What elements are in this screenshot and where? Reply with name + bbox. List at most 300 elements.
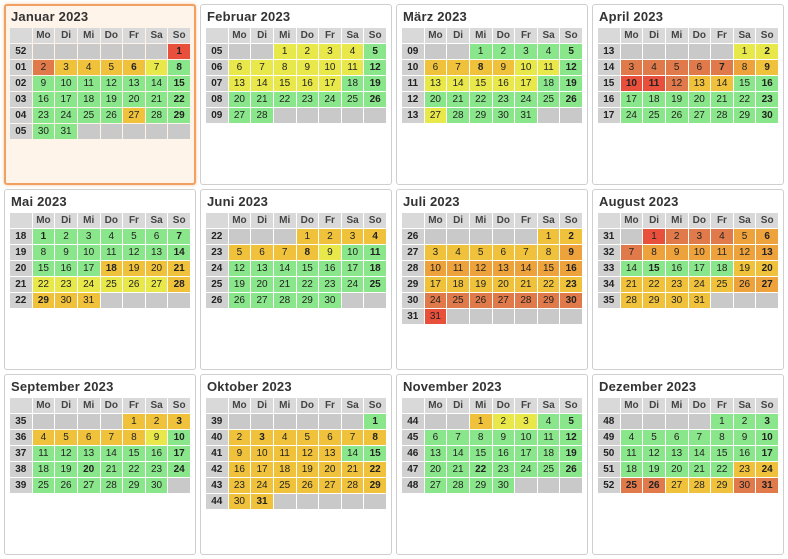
day-cell[interactable]: 17 — [78, 261, 100, 276]
day-cell[interactable]: 31 — [251, 494, 273, 509]
day-cell[interactable]: 19 — [55, 462, 77, 477]
day-cell[interactable]: 13 — [319, 446, 341, 461]
day-cell[interactable]: 11 — [538, 430, 560, 445]
day-cell[interactable]: 22 — [364, 462, 386, 477]
day-cell[interactable]: 16 — [560, 261, 582, 276]
day-cell[interactable]: 19 — [229, 277, 251, 292]
day-cell[interactable]: 14 — [447, 446, 469, 461]
day-cell[interactable]: 24 — [515, 462, 537, 477]
day-cell[interactable]: 16 — [493, 76, 515, 91]
day-cell[interactable]: 4 — [33, 430, 55, 445]
day-cell[interactable]: 18 — [101, 261, 123, 276]
day-cell[interactable]: 6 — [666, 430, 688, 445]
day-cell[interactable]: 8 — [643, 245, 665, 260]
day-cell[interactable]: 23 — [560, 277, 582, 292]
month-card[interactable] — [4, 374, 196, 555]
day-cell[interactable]: 20 — [146, 261, 168, 276]
day-cell[interactable]: 6 — [123, 60, 145, 75]
day-cell[interactable]: 17 — [342, 261, 364, 276]
day-cell[interactable]: 20 — [689, 92, 711, 107]
day-cell[interactable]: 20 — [493, 277, 515, 292]
day-cell[interactable]: 2 — [666, 229, 688, 244]
day-cell[interactable]: 2 — [55, 229, 77, 244]
day-cell[interactable]: 25 — [33, 478, 55, 493]
day-cell[interactable]: 24 — [621, 108, 643, 123]
day-cell[interactable]: 9 — [734, 430, 756, 445]
day-cell[interactable]: 15 — [297, 261, 319, 276]
day-cell[interactable]: 12 — [643, 446, 665, 461]
day-cell[interactable]: 10 — [425, 261, 447, 276]
day-cell[interactable]: 2 — [33, 60, 55, 75]
day-cell[interactable]: 15 — [538, 261, 560, 276]
day-cell[interactable]: 13 — [666, 446, 688, 461]
month-card[interactable] — [396, 189, 588, 370]
day-cell[interactable]: 2 — [560, 229, 582, 244]
day-cell[interactable]: 15 — [643, 261, 665, 276]
day-cell[interactable]: 20 — [251, 277, 273, 292]
day-cell[interactable]: 27 — [229, 108, 251, 123]
day-cell[interactable]: 6 — [689, 60, 711, 75]
day-cell[interactable]: 3 — [319, 44, 341, 59]
day-cell[interactable]: 3 — [168, 414, 190, 429]
day-cell[interactable]: 20 — [425, 92, 447, 107]
day-cell[interactable]: 15 — [274, 76, 296, 91]
day-cell[interactable]: 9 — [560, 245, 582, 260]
month-card[interactable] — [200, 189, 392, 370]
day-cell[interactable]: 12 — [55, 446, 77, 461]
day-cell[interactable]: 11 — [274, 446, 296, 461]
day-cell[interactable]: 8 — [711, 430, 733, 445]
day-cell[interactable]: 24 — [425, 293, 447, 308]
day-cell[interactable]: 4 — [342, 44, 364, 59]
day-cell[interactable]: 22 — [734, 92, 756, 107]
day-cell[interactable]: 14 — [447, 76, 469, 91]
day-cell[interactable]: 31 — [689, 293, 711, 308]
day-cell[interactable]: 27 — [319, 478, 341, 493]
month-card[interactable] — [200, 374, 392, 555]
day-cell[interactable]: 17 — [621, 92, 643, 107]
day-cell[interactable]: 3 — [251, 430, 273, 445]
day-cell[interactable]: 28 — [711, 108, 733, 123]
month-card[interactable] — [4, 189, 196, 370]
day-cell[interactable]: 14 — [101, 446, 123, 461]
day-cell[interactable]: 23 — [734, 462, 756, 477]
day-cell[interactable]: 10 — [689, 245, 711, 260]
day-cell[interactable]: 7 — [711, 60, 733, 75]
day-cell[interactable]: 10 — [78, 245, 100, 260]
day-cell[interactable]: 29 — [297, 293, 319, 308]
day-cell[interactable]: 2 — [756, 44, 778, 59]
day-cell[interactable]: 20 — [666, 462, 688, 477]
day-cell[interactable]: 13 — [229, 76, 251, 91]
day-cell[interactable]: 11 — [78, 76, 100, 91]
day-cell[interactable]: 30 — [319, 293, 341, 308]
day-cell[interactable]: 14 — [146, 76, 168, 91]
day-cell[interactable]: 3 — [78, 229, 100, 244]
day-cell[interactable]: 23 — [319, 277, 341, 292]
day-cell[interactable]: 13 — [756, 245, 778, 260]
day-cell[interactable]: 12 — [666, 76, 688, 91]
day-cell[interactable]: 26 — [364, 92, 386, 107]
month-card[interactable] — [4, 4, 196, 185]
day-cell[interactable]: 30 — [666, 293, 688, 308]
day-cell[interactable]: 18 — [621, 462, 643, 477]
day-cell[interactable]: 30 — [734, 478, 756, 493]
day-cell[interactable]: 8 — [168, 60, 190, 75]
day-cell[interactable]: 15 — [711, 446, 733, 461]
day-cell[interactable]: 17 — [425, 277, 447, 292]
day-cell[interactable]: 23 — [297, 92, 319, 107]
day-cell[interactable]: 14 — [342, 446, 364, 461]
day-cell[interactable]: 29 — [123, 478, 145, 493]
day-cell[interactable]: 22 — [470, 462, 492, 477]
day-cell[interactable]: 16 — [734, 446, 756, 461]
day-cell[interactable]: 9 — [319, 245, 341, 260]
day-cell[interactable]: 18 — [447, 277, 469, 292]
day-cell[interactable]: 19 — [364, 76, 386, 91]
day-cell[interactable]: 31 — [425, 309, 447, 324]
day-cell[interactable]: 28 — [515, 293, 537, 308]
day-cell[interactable]: 18 — [342, 76, 364, 91]
day-cell[interactable]: 14 — [711, 76, 733, 91]
day-cell[interactable]: 8 — [734, 60, 756, 75]
day-cell[interactable]: 31 — [515, 108, 537, 123]
day-cell[interactable]: 17 — [515, 76, 537, 91]
day-cell[interactable]: 19 — [470, 277, 492, 292]
day-cell[interactable]: 26 — [560, 462, 582, 477]
day-cell[interactable]: 10 — [756, 430, 778, 445]
day-cell[interactable]: 29 — [711, 478, 733, 493]
day-cell[interactable]: 13 — [78, 446, 100, 461]
day-cell[interactable]: 24 — [689, 277, 711, 292]
day-cell[interactable]: 21 — [711, 92, 733, 107]
day-cell[interactable]: 4 — [711, 229, 733, 244]
day-cell[interactable]: 4 — [538, 414, 560, 429]
day-cell[interactable]: 7 — [447, 430, 469, 445]
day-cell[interactable]: 3 — [342, 229, 364, 244]
day-cell[interactable]: 9 — [666, 245, 688, 260]
day-cell[interactable]: 5 — [123, 229, 145, 244]
day-cell[interactable]: 4 — [538, 44, 560, 59]
day-cell[interactable]: 13 — [689, 76, 711, 91]
day-cell[interactable]: 26 — [297, 478, 319, 493]
day-cell[interactable]: 25 — [643, 108, 665, 123]
day-cell[interactable]: 28 — [101, 478, 123, 493]
day-cell[interactable]: 8 — [470, 430, 492, 445]
day-cell[interactable]: 7 — [447, 60, 469, 75]
day-cell[interactable]: 25 — [342, 92, 364, 107]
day-cell[interactable]: 15 — [168, 76, 190, 91]
day-cell[interactable]: 22 — [470, 92, 492, 107]
day-cell[interactable]: 12 — [123, 245, 145, 260]
day-cell[interactable]: 21 — [342, 462, 364, 477]
day-cell[interactable]: 11 — [447, 261, 469, 276]
day-cell[interactable]: 22 — [33, 277, 55, 292]
day-cell[interactable]: 7 — [342, 430, 364, 445]
day-cell[interactable]: 27 — [493, 293, 515, 308]
day-cell[interactable]: 13 — [251, 261, 273, 276]
day-cell[interactable]: 27 — [666, 478, 688, 493]
day-cell[interactable]: 22 — [297, 277, 319, 292]
day-cell[interactable]: 3 — [621, 60, 643, 75]
day-cell[interactable]: 23 — [146, 462, 168, 477]
day-cell[interactable]: 30 — [493, 108, 515, 123]
day-cell[interactable]: 11 — [538, 60, 560, 75]
day-cell[interactable]: 25 — [101, 277, 123, 292]
day-cell[interactable]: 29 — [364, 478, 386, 493]
day-cell[interactable]: 4 — [447, 245, 469, 260]
day-cell[interactable]: 7 — [274, 245, 296, 260]
month-card[interactable] — [592, 374, 784, 555]
day-cell[interactable]: 10 — [251, 446, 273, 461]
day-cell[interactable]: 7 — [146, 60, 168, 75]
day-cell[interactable]: 13 — [123, 76, 145, 91]
day-cell[interactable]: 1 — [274, 44, 296, 59]
day-cell[interactable]: 3 — [55, 60, 77, 75]
day-cell[interactable]: 10 — [342, 245, 364, 260]
day-cell[interactable]: 16 — [756, 76, 778, 91]
day-cell[interactable]: 28 — [146, 108, 168, 123]
day-cell[interactable]: 1 — [168, 44, 190, 59]
day-cell[interactable]: 20 — [756, 261, 778, 276]
day-cell[interactable]: 7 — [515, 245, 537, 260]
day-cell[interactable]: 19 — [643, 462, 665, 477]
day-cell[interactable]: 22 — [643, 277, 665, 292]
day-cell[interactable]: 16 — [33, 92, 55, 107]
day-cell[interactable]: 22 — [168, 92, 190, 107]
day-cell[interactable]: 6 — [319, 430, 341, 445]
day-cell[interactable]: 31 — [78, 293, 100, 308]
day-cell[interactable]: 20 — [78, 462, 100, 477]
day-cell[interactable]: 21 — [168, 261, 190, 276]
day-cell[interactable]: 2 — [297, 44, 319, 59]
day-cell[interactable]: 10 — [319, 60, 341, 75]
month-card[interactable] — [592, 189, 784, 370]
day-cell[interactable]: 20 — [319, 462, 341, 477]
day-cell[interactable]: 25 — [447, 293, 469, 308]
day-cell[interactable]: 12 — [297, 446, 319, 461]
day-cell[interactable]: 26 — [734, 277, 756, 292]
day-cell[interactable]: 27 — [251, 293, 273, 308]
day-cell[interactable]: 5 — [560, 414, 582, 429]
day-cell[interactable]: 30 — [229, 494, 251, 509]
day-cell[interactable]: 22 — [123, 462, 145, 477]
day-cell[interactable]: 15 — [123, 446, 145, 461]
day-cell[interactable]: 30 — [146, 478, 168, 493]
day-cell[interactable]: 8 — [274, 60, 296, 75]
day-cell[interactable]: 29 — [643, 293, 665, 308]
day-cell[interactable]: 28 — [447, 108, 469, 123]
day-cell[interactable]: 27 — [123, 108, 145, 123]
day-cell[interactable]: 12 — [229, 261, 251, 276]
day-cell[interactable]: 26 — [101, 108, 123, 123]
day-cell[interactable]: 10 — [55, 76, 77, 91]
day-cell[interactable]: 8 — [470, 60, 492, 75]
day-cell[interactable]: 18 — [364, 261, 386, 276]
day-cell[interactable]: 28 — [168, 277, 190, 292]
day-cell[interactable]: 30 — [756, 108, 778, 123]
day-cell[interactable]: 2 — [146, 414, 168, 429]
day-cell[interactable]: 2 — [493, 414, 515, 429]
day-cell[interactable]: 14 — [251, 76, 273, 91]
day-cell[interactable]: 24 — [251, 478, 273, 493]
day-cell[interactable]: 5 — [55, 430, 77, 445]
day-cell[interactable]: 9 — [297, 60, 319, 75]
day-cell[interactable]: 1 — [538, 229, 560, 244]
day-cell[interactable]: 9 — [55, 245, 77, 260]
day-cell[interactable]: 7 — [101, 430, 123, 445]
month-card[interactable] — [396, 4, 588, 185]
day-cell[interactable]: 6 — [251, 245, 273, 260]
day-cell[interactable]: 28 — [689, 478, 711, 493]
day-cell[interactable]: 24 — [168, 462, 190, 477]
day-cell[interactable]: 4 — [78, 60, 100, 75]
day-cell[interactable]: 18 — [538, 76, 560, 91]
day-cell[interactable]: 10 — [168, 430, 190, 445]
day-cell[interactable]: 26 — [229, 293, 251, 308]
day-cell[interactable]: 6 — [493, 245, 515, 260]
day-cell[interactable]: 12 — [101, 76, 123, 91]
day-cell[interactable]: 5 — [666, 60, 688, 75]
day-cell[interactable]: 21 — [251, 92, 273, 107]
day-cell[interactable]: 6 — [146, 229, 168, 244]
day-cell[interactable]: 16 — [319, 261, 341, 276]
day-cell[interactable]: 15 — [33, 261, 55, 276]
day-cell[interactable]: 1 — [734, 44, 756, 59]
day-cell[interactable]: 24 — [78, 277, 100, 292]
day-cell[interactable]: 19 — [734, 261, 756, 276]
day-cell[interactable]: 24 — [515, 92, 537, 107]
day-cell[interactable]: 1 — [123, 414, 145, 429]
day-cell[interactable]: 6 — [425, 60, 447, 75]
day-cell[interactable]: 23 — [229, 478, 251, 493]
day-cell[interactable]: 21 — [274, 277, 296, 292]
day-cell[interactable]: 25 — [538, 92, 560, 107]
day-cell[interactable]: 21 — [101, 462, 123, 477]
day-cell[interactable]: 14 — [274, 261, 296, 276]
day-cell[interactable]: 7 — [621, 245, 643, 260]
day-cell[interactable]: 20 — [229, 92, 251, 107]
day-cell[interactable]: 30 — [33, 124, 55, 139]
day-cell[interactable]: 21 — [689, 462, 711, 477]
day-cell[interactable]: 27 — [689, 108, 711, 123]
day-cell[interactable]: 25 — [711, 277, 733, 292]
day-cell[interactable]: 24 — [756, 462, 778, 477]
day-cell[interactable]: 11 — [621, 446, 643, 461]
day-cell[interactable]: 18 — [538, 446, 560, 461]
day-cell[interactable]: 3 — [425, 245, 447, 260]
day-cell[interactable]: 12 — [364, 60, 386, 75]
day-cell[interactable]: 30 — [493, 478, 515, 493]
day-cell[interactable]: 17 — [55, 92, 77, 107]
day-cell[interactable]: 5 — [470, 245, 492, 260]
day-cell[interactable]: 11 — [342, 60, 364, 75]
day-cell[interactable]: 27 — [425, 478, 447, 493]
day-cell[interactable]: 26 — [643, 478, 665, 493]
day-cell[interactable]: 23 — [666, 277, 688, 292]
day-cell[interactable]: 6 — [425, 430, 447, 445]
day-cell[interactable]: 23 — [493, 462, 515, 477]
day-cell[interactable]: 24 — [342, 277, 364, 292]
day-cell[interactable]: 18 — [643, 92, 665, 107]
month-card[interactable] — [396, 374, 588, 555]
day-cell[interactable]: 4 — [274, 430, 296, 445]
day-cell[interactable]: 1 — [470, 44, 492, 59]
day-cell[interactable]: 3 — [515, 44, 537, 59]
day-cell[interactable]: 4 — [364, 229, 386, 244]
day-cell[interactable]: 18 — [78, 92, 100, 107]
month-card[interactable] — [592, 4, 784, 185]
day-cell[interactable]: 1 — [470, 414, 492, 429]
day-cell[interactable]: 1 — [33, 229, 55, 244]
day-cell[interactable]: 25 — [274, 478, 296, 493]
day-cell[interactable]: 16 — [146, 446, 168, 461]
day-cell[interactable]: 30 — [55, 293, 77, 308]
day-cell[interactable]: 29 — [168, 108, 190, 123]
day-cell[interactable]: 3 — [756, 414, 778, 429]
day-cell[interactable]: 16 — [297, 76, 319, 91]
day-cell[interactable]: 8 — [33, 245, 55, 260]
day-cell[interactable]: 29 — [33, 293, 55, 308]
day-cell[interactable]: 5 — [101, 60, 123, 75]
day-cell[interactable]: 10 — [515, 430, 537, 445]
day-cell[interactable]: 5 — [229, 245, 251, 260]
day-cell[interactable]: 10 — [515, 60, 537, 75]
day-cell[interactable]: 19 — [560, 76, 582, 91]
day-cell[interactable]: 6 — [229, 60, 251, 75]
day-cell[interactable]: 4 — [643, 60, 665, 75]
day-cell[interactable]: 19 — [101, 92, 123, 107]
day-cell[interactable]: 29 — [734, 108, 756, 123]
day-cell[interactable]: 6 — [756, 229, 778, 244]
day-cell[interactable]: 5 — [364, 44, 386, 59]
day-cell[interactable]: 25 — [621, 478, 643, 493]
day-cell[interactable]: 23 — [756, 92, 778, 107]
day-cell[interactable]: 29 — [470, 478, 492, 493]
day-cell[interactable]: 25 — [364, 277, 386, 292]
month-card[interactable] — [200, 4, 392, 185]
day-cell[interactable]: 5 — [734, 229, 756, 244]
day-cell[interactable]: 12 — [470, 261, 492, 276]
day-cell[interactable]: 9 — [756, 60, 778, 75]
day-cell[interactable]: 1 — [297, 229, 319, 244]
day-cell[interactable]: 8 — [538, 245, 560, 260]
day-cell[interactable]: 31 — [756, 478, 778, 493]
day-cell[interactable]: 31 — [55, 124, 77, 139]
day-cell[interactable]: 25 — [78, 108, 100, 123]
day-cell[interactable]: 21 — [515, 277, 537, 292]
day-cell[interactable]: 28 — [274, 293, 296, 308]
day-cell[interactable]: 21 — [447, 92, 469, 107]
day-cell[interactable]: 26 — [666, 108, 688, 123]
day-cell[interactable]: 28 — [342, 478, 364, 493]
day-cell[interactable]: 24 — [55, 108, 77, 123]
day-cell[interactable]: 18 — [274, 462, 296, 477]
day-cell[interactable]: 7 — [168, 229, 190, 244]
day-cell[interactable]: 27 — [146, 277, 168, 292]
day-cell[interactable]: 2 — [734, 414, 756, 429]
day-cell[interactable]: 9 — [146, 430, 168, 445]
day-cell[interactable]: 17 — [689, 261, 711, 276]
day-cell[interactable]: 26 — [123, 277, 145, 292]
day-cell[interactable]: 8 — [123, 430, 145, 445]
day-cell[interactable]: 27 — [78, 478, 100, 493]
day-cell[interactable]: 28 — [447, 478, 469, 493]
day-cell[interactable]: 5 — [297, 430, 319, 445]
day-cell[interactable]: 14 — [689, 446, 711, 461]
day-cell[interactable]: 16 — [55, 261, 77, 276]
day-cell[interactable]: 1 — [643, 229, 665, 244]
